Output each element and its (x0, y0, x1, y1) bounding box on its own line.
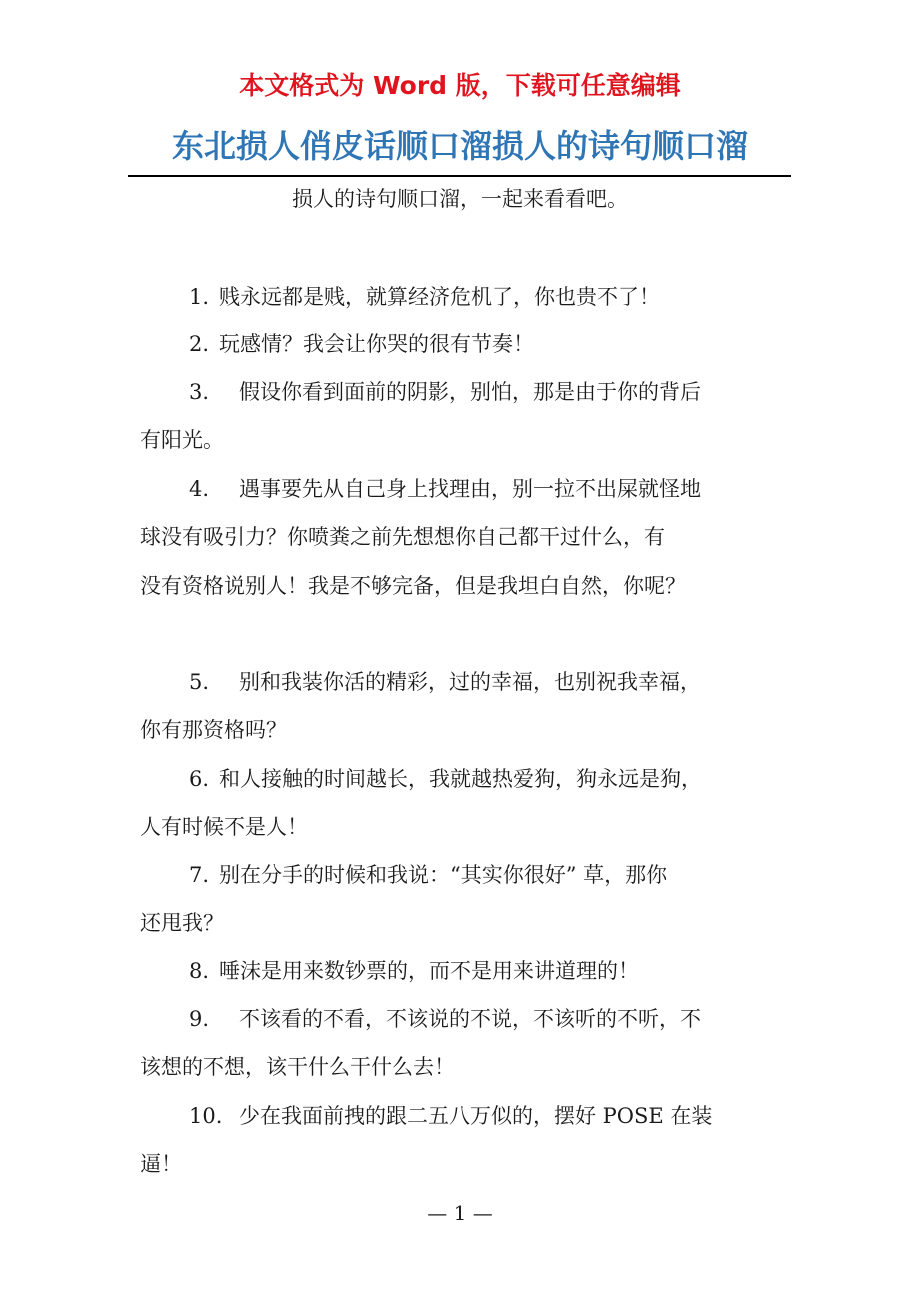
list-item (189, 665, 701, 699)
item-text-continuation: 人有时候不是人！ (140, 815, 308, 839)
list-item (189, 1002, 701, 1036)
document-title: 东北损人俏皮话顺口溜损人的诗句顺口溜 (171, 127, 748, 165)
item-number: 8. (189, 959, 210, 983)
item-number: 10. (189, 1104, 223, 1128)
item-number: 4. (189, 477, 210, 501)
title-divider (128, 175, 791, 177)
page-number: — 1 — (427, 1201, 493, 1225)
item-text-line: 唾沫是用来数钞票的，而不是用来讲道理的！ (219, 959, 639, 983)
list-item (189, 280, 660, 314)
list-item (189, 375, 701, 409)
item-text-line: 玩感情？我会让你哭的很有节奏！ (219, 332, 534, 356)
intro-text: 损人的诗句顺口溜，一起来看看吧。 (292, 187, 628, 211)
item-number: 3. (189, 380, 210, 404)
item-text-line: 少在我面前拽的跟二五八万似的，摆好 POSE 在装 (239, 1104, 713, 1128)
item-number: 6. (189, 767, 210, 791)
list-item (189, 762, 702, 796)
list-item (189, 472, 701, 506)
item-text-line: 别在分手的时候和我说：“其实你很好” 草，那你 (219, 863, 668, 887)
item-number: 5. (189, 670, 210, 694)
item-text-line: 不该看的不看，不该说的不说，不该听的不听，不 (239, 1007, 701, 1031)
item-text-line: 别和我装你活的精彩，过的幸福，也别祝我幸福， (239, 670, 701, 694)
item-text-line: 和人接触的时间越长，我就越热爱狗，狗永远是狗， (219, 767, 702, 791)
format-banner: 本文格式为 Word 版，下载可任意编辑 (239, 71, 681, 100)
item-text-continuation: 你有那资格吗？ (140, 718, 287, 742)
item-text-continuation: 球没有吸引力？你喷粪之前先想想你自己都干过什么，有 (140, 525, 665, 549)
item-text-line: 假设你看到面前的阴影，别怕，那是由于你的背后 (239, 380, 701, 404)
item-number: 1. (189, 285, 210, 309)
item-text-continuation: 该想的不想，该干什么干什么去！ (140, 1055, 455, 1079)
item-number: 7. (189, 863, 210, 887)
list-item (189, 858, 667, 892)
item-number: 9. (189, 1007, 210, 1031)
item-text-line: 遇事要先从自己身上找理由，别一拉不出屎就怪地 (239, 477, 701, 501)
item-text-continuation: 有阳光。 (140, 428, 224, 452)
item-text-continuation: 没有资格说别人！我是不够完备，但是我坦白自然，你呢？ (140, 574, 686, 598)
list-item (189, 1099, 712, 1133)
item-number: 2. (189, 332, 210, 356)
item-text-continuation: 还甩我？ (140, 911, 224, 935)
item-text-continuation: 逼！ (140, 1152, 182, 1176)
item-text-line: 贱永远都是贱，就算经济危机了，你也贵不了！ (219, 285, 660, 309)
list-item (189, 954, 639, 988)
list-item (189, 327, 534, 361)
